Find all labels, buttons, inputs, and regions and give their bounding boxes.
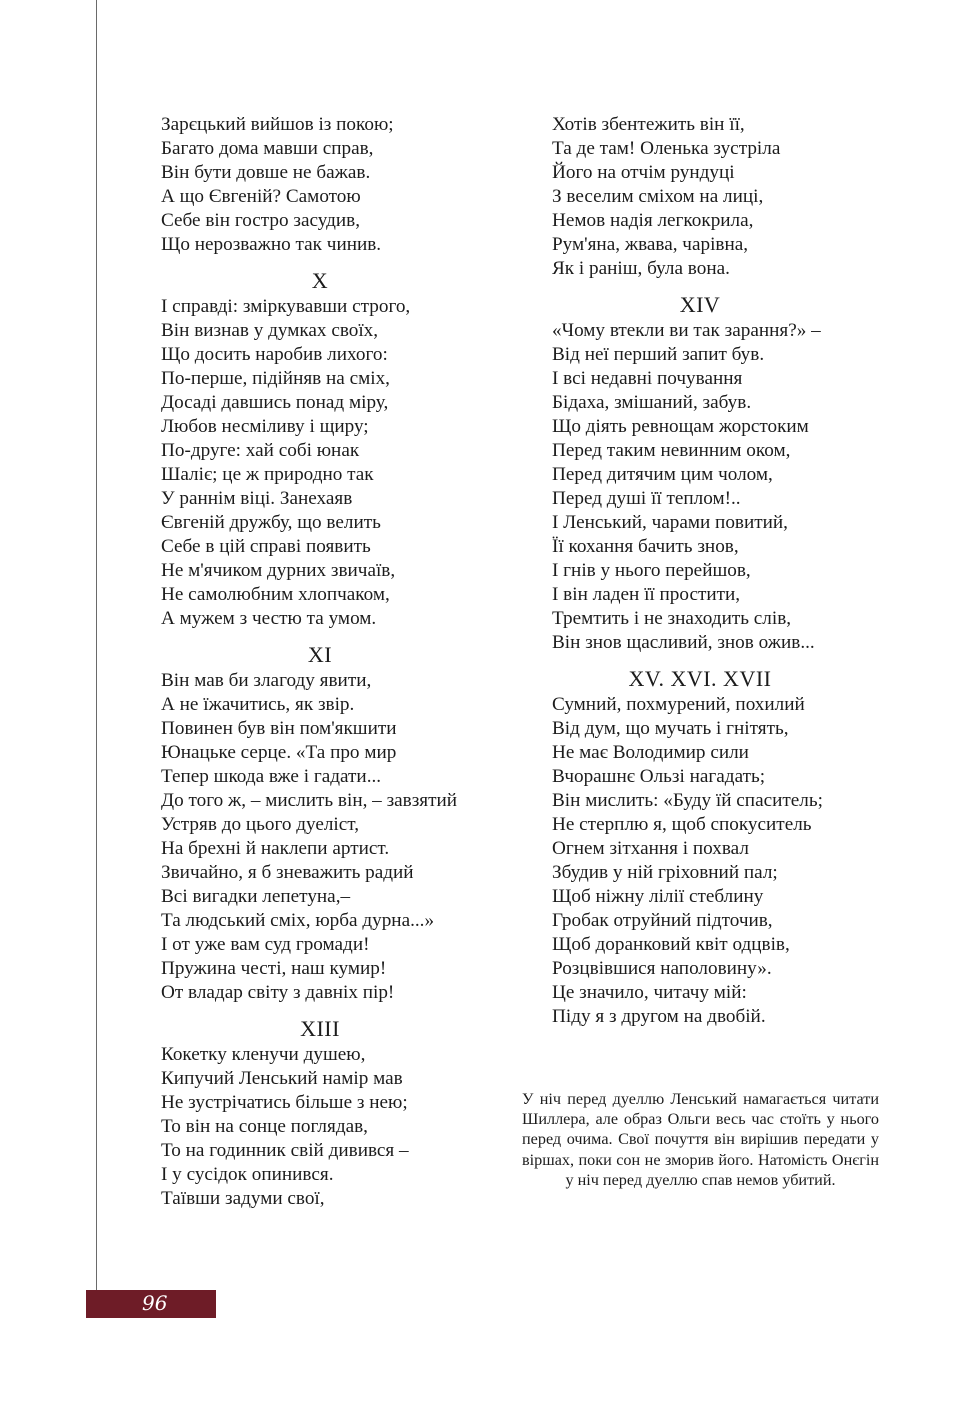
stanza xyxy=(161,1017,511,1211)
verse-line: Перед таким невинним оком, xyxy=(552,440,791,461)
verse-line: Як і раніш, була вона. xyxy=(552,258,730,279)
verse-line: Себе він гостро засудив, xyxy=(161,210,361,231)
verse-line: То на годинник свій дивився – xyxy=(161,1140,409,1161)
verse-line: Кипучий Ленський намір мав xyxy=(161,1068,403,1089)
verse-line: Таївши задуми свої, xyxy=(161,1188,325,1209)
verse-line: То він на сонце поглядав, xyxy=(161,1116,368,1137)
verse-line: Кокетку кленучи душею, xyxy=(161,1044,366,1065)
verse-line: А не їжачитись, як звір. xyxy=(161,694,355,715)
verse-line: Любов несміливу і щиру; xyxy=(161,416,369,437)
verse-line: Він визнав у думках своїх, xyxy=(161,320,379,341)
summary-note: У ніч перед дуеллю Ленський намагається читати Шиллера, але образ Ольги весь час стоїть у нього перед очима. Свої почуття він вирішив передати у віршах, поки сон не зморив його. Натомість Онєгін у ніч перед дуеллю спав немов убитий. xyxy=(522,1090,879,1189)
verse-line: Не має Володимир сили xyxy=(552,742,749,763)
verse-line: Його на отчім рундуці xyxy=(552,162,735,183)
verse-line: Тремтить і не знаходить слів, xyxy=(552,608,792,629)
verse-line: Пружина честі, наш кумир! xyxy=(161,958,387,979)
verse-line: У раннім віці. Занехаяв xyxy=(161,488,353,509)
verse-line: Тепер шкода вже і гадати... xyxy=(161,766,382,787)
stanza xyxy=(552,667,892,1029)
verse-line: І Ленський, чарами повитий, xyxy=(552,512,788,533)
verse-line: Що діять ревнощам жорстоким xyxy=(552,416,809,437)
verse-line: І справді: зміркувавши строго, xyxy=(161,296,411,317)
verse-line: Огнем зітхання і похвал xyxy=(552,838,749,859)
verse-line: Гробак отруйний підточив, xyxy=(552,910,773,931)
verse-line: До того ж, – мислить він, – завзятий xyxy=(161,790,458,811)
page-number: 96 xyxy=(142,1291,168,1315)
verse-line: Він мав би злагоду явити, xyxy=(161,670,372,691)
page-margin-rule xyxy=(96,0,97,1300)
verse-line: Себе в цій справі появить xyxy=(161,536,371,557)
verse-line: Що досить наробив лихого: xyxy=(161,344,388,365)
verse-line: Від неї перший запит був. xyxy=(552,344,765,365)
verse-line: Це значило, читачу мій: xyxy=(552,982,747,1003)
verse-line: Всі вигадки лепетуна,– xyxy=(161,886,351,907)
verse-line: Багато дома мавши справ, xyxy=(161,138,374,159)
verse-line: По-перше, підійняв на сміх, xyxy=(161,368,390,389)
verse-line: Розцвівшися наполовину». xyxy=(552,958,772,979)
verse-line: І він ладен її простити, xyxy=(552,584,741,605)
verse-line: Збудив у ній гріховний пал; xyxy=(552,862,778,883)
verse-line: Устряв до цього дуеліст, xyxy=(161,814,360,835)
verse-line: Досаді давшись понад міру, xyxy=(161,392,389,413)
verse-line: На брехні й наклепи артист. xyxy=(161,838,390,859)
verse-line: А мужем з честю та умом. xyxy=(161,608,377,629)
stanza-heading: XIII xyxy=(300,1016,340,1041)
poem-column-left xyxy=(161,113,511,1211)
poem-column-right xyxy=(552,113,892,1029)
verse-line: Він бути довше не бажав. xyxy=(161,162,371,183)
verse-line: І у сусідок опинився. xyxy=(161,1164,334,1185)
stanza-heading: XI xyxy=(307,642,333,667)
verse-line: Хотів збентежить він її, xyxy=(552,114,745,135)
stanza-heading: XV. XVI. XVII xyxy=(628,666,772,691)
verse-line: Звичайно, я б зневажить радий xyxy=(161,862,414,883)
verse-line: Її кохання бачить знов, xyxy=(552,536,739,557)
verse-line: Щоб доранковий квіт одцвів, xyxy=(552,934,790,955)
stanza xyxy=(552,113,892,281)
verse-line: По-друге: хай собі юнак xyxy=(161,440,360,461)
verse-line: Що нерозважно так чинив. xyxy=(161,234,382,255)
verse-line: І гнів у нього перейшов, xyxy=(552,560,751,581)
verse-line: Від дум, що мучать і гнітять, xyxy=(552,718,789,739)
stanza xyxy=(161,113,511,257)
verse-line: От владар світу з давніх пір! xyxy=(161,982,395,1003)
verse-line: Не зустрічатись більше з нею; xyxy=(161,1092,408,1113)
stanza xyxy=(161,269,511,631)
verse-line: Не самолюбним хлопчаком, xyxy=(161,584,390,605)
verse-line: Сумний, похмурений, похилий xyxy=(552,694,805,715)
verse-line: Євгеній дружбу, що велить xyxy=(161,512,381,533)
verse-line: Вчорашнє Ользі нагадать; xyxy=(552,766,766,787)
verse-line: Та де там! Оленька зустріла xyxy=(552,138,781,159)
verse-line: «Чому втекли ви так зарання?» – xyxy=(552,320,821,341)
verse-line: Юнацьке серце. «Та про мир xyxy=(161,742,397,763)
verse-line: Не стерплю я, щоб спокуситель xyxy=(552,814,812,835)
verse-line: Піду я з другом на двобій. xyxy=(552,1006,766,1027)
verse-line: Шаліє; це ж природно так xyxy=(161,464,374,485)
verse-line: Не м'ячиком дурних звичаїв, xyxy=(161,560,396,581)
verse-line: Бідаха, змішаний, забув. xyxy=(552,392,752,413)
verse-line: Перед душі її теплом!.. xyxy=(552,488,741,509)
verse-line: Немов надія легкокрила, xyxy=(552,210,754,231)
verse-line: Рум'яна, жвава, чарівна, xyxy=(552,234,749,255)
verse-line: Щоб ніжну лілії стеблину xyxy=(552,886,764,907)
verse-line: З веселим сміхом на лиці, xyxy=(552,186,764,207)
stanza xyxy=(161,643,511,1005)
verse-line: Зарєцький вийшов із покою; xyxy=(161,114,394,135)
stanza xyxy=(552,293,892,655)
verse-line: Та людський сміх, юрба дурна...» xyxy=(161,910,435,931)
verse-line: І от уже вам суд громади! xyxy=(161,934,370,955)
stanza-heading: XIV xyxy=(679,292,721,317)
verse-line: Він знов щасливий, знов ожив... xyxy=(552,632,815,653)
verse-line: А що Євгеній? Самотою xyxy=(161,186,361,207)
stanza-heading: X xyxy=(311,268,329,293)
verse-line: І всі недавні почування xyxy=(552,368,743,389)
verse-line: Перед дитячим цим чолом, xyxy=(552,464,773,485)
verse-line: Він мислить: «Буду їй спаситель; xyxy=(552,790,823,811)
verse-line: Повинен був він пом'якшити xyxy=(161,718,397,739)
